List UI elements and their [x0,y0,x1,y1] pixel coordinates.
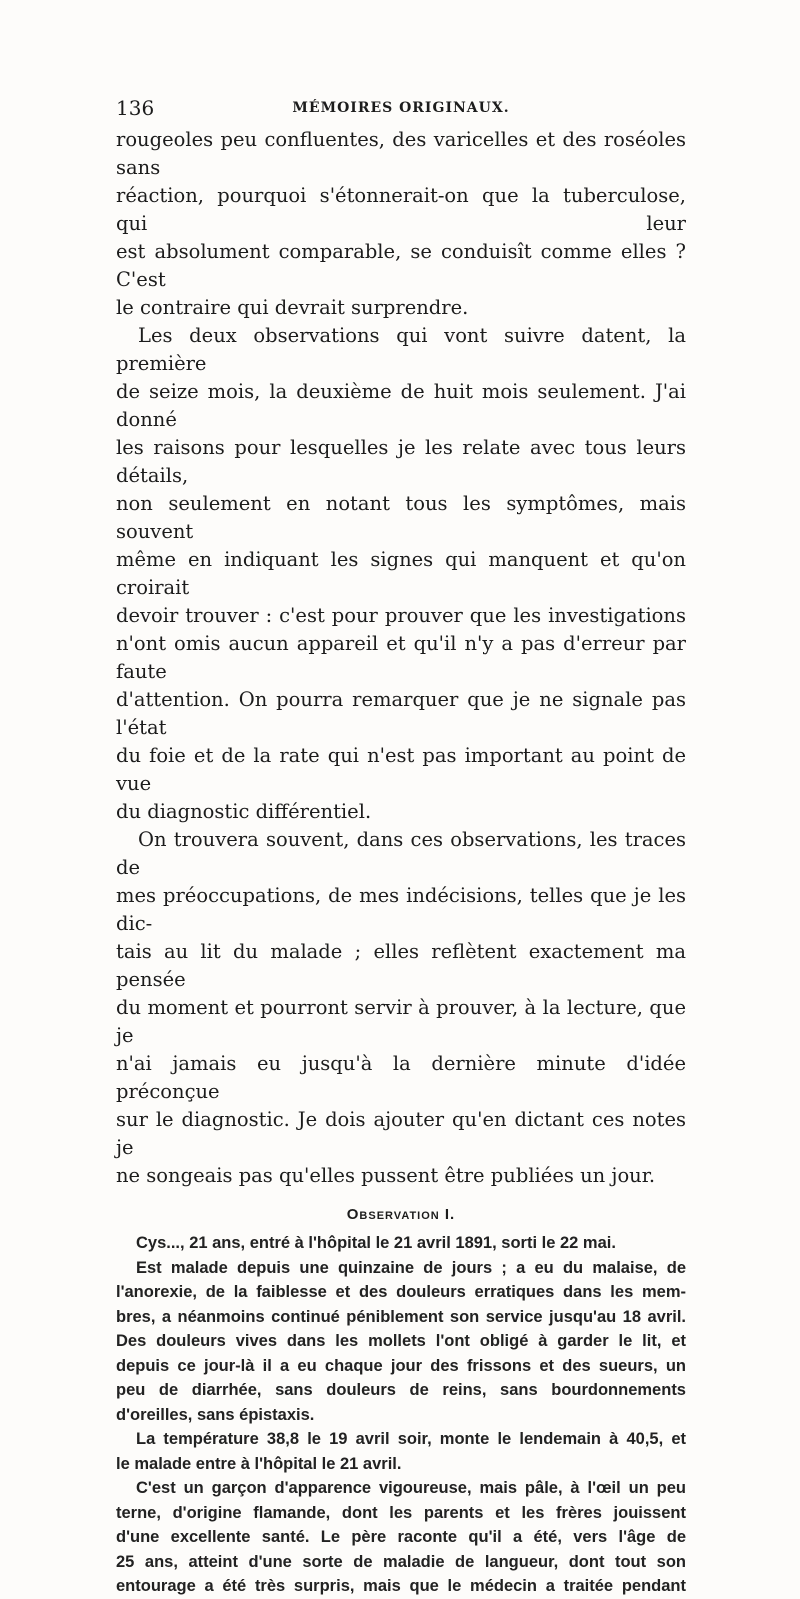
text-line: entourage a été très surpris, mais que le médecin a traitée pendant [116,1577,686,1595]
text-line: d'attention. On pourra remarquer que je ne signale pas l'état [116,688,686,739]
text-line: les raisons pour lesquelles je les relate avec tous leurs détails, [116,436,686,487]
text-line: devoir trouver : c'est pour prouver que les investigations [116,604,686,627]
page [116,96,686,1599]
text-line: d'une excellente santé. Le père raconte qu'il a été, vers l'âge de [116,1528,686,1546]
text-line: La température 38,8 le 19 avril soir, monte le lendemain à 40,5, et [136,1430,686,1448]
text-line: terne, d'origine flamande, dont les parents et les frères jouissent [116,1503,686,1522]
text-line: réaction, pourquoi s'étonnerait-on que la tuberculose, qui leur [116,184,686,235]
text-line: du moment et pourront servir à prouver, à la lecture, que je [116,996,686,1047]
text-line: non seulement en notant tous les symptômes, mais souvent [116,492,686,543]
text-line: du foie et de la rate qui n'est pas important au point de vue [116,744,686,795]
text-line: n'ont omis aucun appareil et qu'il n'y a pas d'erreur par faute [116,632,686,683]
text-line: rougeoles peu confluentes, des varicelles et des roséoles sans [116,128,686,179]
text-line: mes préoccupations, de mes indécisions, telles que je les dic- [116,884,686,935]
text-line: même en indiquant les signes qui manquent et qu'on croirait [116,548,686,599]
text-line: d'oreilles, sans épistaxis. [116,1405,315,1424]
text-line: le contraire qui devrait surprendre. [116,296,469,319]
text-line: du diagnostic différentiel. [116,800,372,823]
text-line: peu de diarrhée, sans douleurs de reins, sans bourdonnements [116,1381,686,1399]
body-text [116,126,686,1190]
observation-text [116,1231,686,1599]
observation-title: Observation I. [346,1206,456,1223]
running-head: MÉMOIRES ORIGINAUX. [292,100,510,116]
text-line: tais au lit du malade ; elles reflètent exactement ma pensée [116,940,686,991]
text-line: C'est un garçon d'apparence vigoureuse, mais pâle, à l'œil un peu [136,1479,686,1497]
text-line: Les deux observations qui vont suivre datent, la première [116,324,686,375]
text-line: Est malade depuis une quinzaine de jours ; a eu du malaise, de [136,1258,686,1277]
page-header [116,96,686,126]
text-line: l'anorexie, de la faiblesse et des douleurs erratiques dans les mem- [116,1283,686,1301]
text-line: de seize mois, la deuxième de huit mois seulement. J'ai donné [116,380,686,431]
text-line: le malade entre à l'hôpital le 21 avril. [116,1454,402,1473]
text-line: bres, a néanmoins continué péniblement son service jusqu'au 18 avril. [116,1307,686,1326]
text-line: 25 ans, atteint d'une sorte de maladie de langueur, dont tout son [116,1552,686,1571]
text-line: Des douleurs vives dans les mollets l'ont obligé à garder le lit, et [116,1332,686,1350]
text-line: Cys..., 21 ans, entré à l'hôpital le 21 avril 1891, sorti le 22 mai. [136,1234,616,1252]
text-line: est absolument comparable, se conduisît comme elles ? C'est [116,240,686,291]
text-line: On trouvera souvent, dans ces observations, les traces de [116,828,686,879]
text-line: sur le diagnostic. Je dois ajouter qu'en dictant ces notes je [116,1108,686,1159]
text-line: depuis ce jour-là il a eu chaque jour des frissons et des sueurs, un [116,1356,686,1375]
page-number: 136 [116,96,155,120]
text-line: ne songeais pas qu'elles pussent être publiées un jour. [116,1164,656,1187]
text-line: n'ai jamais eu jusqu'à la dernière minute d'idée préconçue [116,1052,686,1103]
